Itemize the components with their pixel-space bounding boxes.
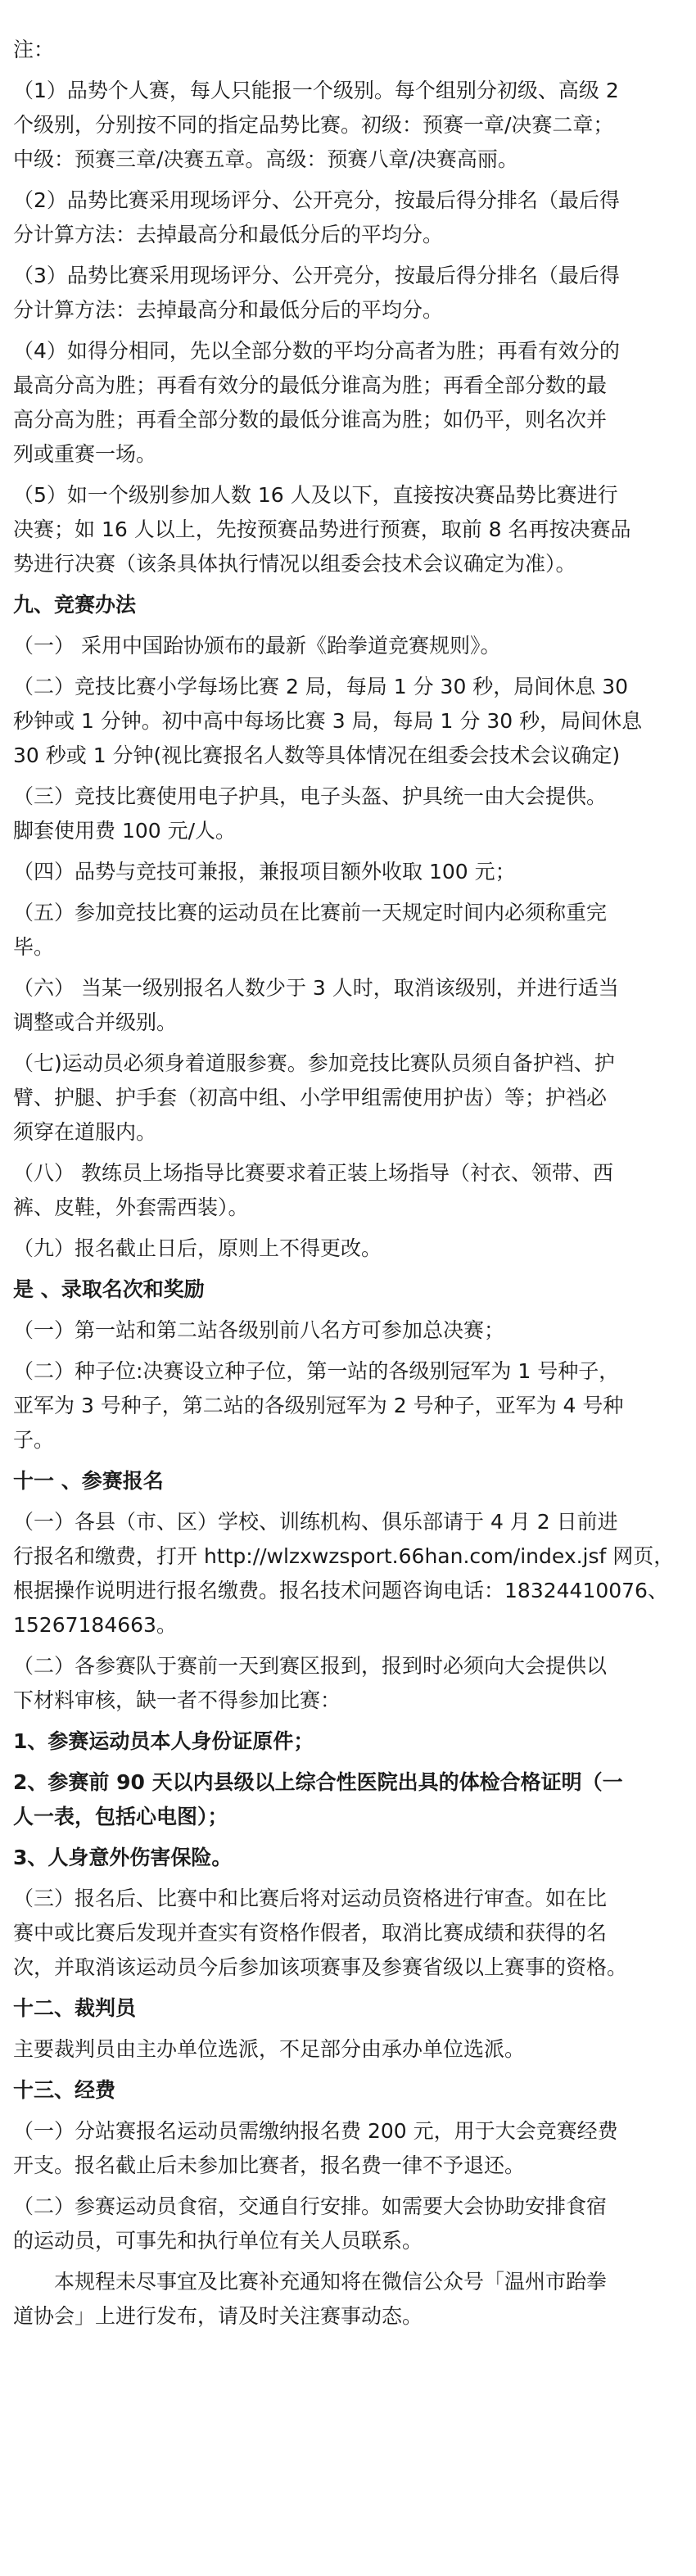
paragraph <box>13 780 681 848</box>
text-line: 下材料审核，缺一者不得参加比赛： <box>13 1688 341 1712</box>
paragraph <box>13 33 681 67</box>
text-line: 次，并取消该运动员今后参加该项赛事及参赛省级以上赛事的资格。 <box>13 1955 628 1979</box>
paragraph <box>13 2190 681 2258</box>
paragraph <box>13 2114 681 2183</box>
paragraph <box>13 1046 681 1150</box>
text-line: （2）品势比赛采用现场评分、公开亮分，按最后得分排名（最后得 <box>13 188 620 212</box>
text-line: 3、人身意外伤害保险。 <box>13 1846 233 1869</box>
section-heading <box>13 588 681 622</box>
text-line: 毕。 <box>13 935 55 959</box>
text-line: 1、参赛运动员本人身份证原件； <box>13 1729 314 1753</box>
text-line: 调整或合并级别。 <box>13 1010 178 1034</box>
text-line: 臂、护腿、护手套（初高中组、小学甲组需使用护齿）等；护裆必 <box>13 1086 608 1109</box>
text-line: 根据操作说明进行报名缴费。报名技术问题咨询电话：18324410076、 <box>13 1579 668 1602</box>
text-line: 的运动员，可事先和执行单位有关人员联系。 <box>13 2229 423 2253</box>
text-line: 30 秒或 1 分钟(视比赛报名人数等具体情况在组委会技术会议确定) <box>13 743 621 767</box>
paragraph <box>13 1505 681 1643</box>
text-line: （一） 采用中国跆协颁布的最新《跆拳道竞赛规则》。 <box>13 634 501 658</box>
text-line: 分计算方法：去掉最高分和最低分后的平均分。 <box>13 298 444 322</box>
bold-item <box>13 1841 681 1875</box>
text-line: （一）分站赛报名运动员需缴纳报名费 200 元，用于大会竞赛经费 <box>13 2119 618 2143</box>
paragraph <box>13 259 681 328</box>
text-line: （七)运动员必须身着道服参赛。参加竞技比赛队员须自备护裆、护 <box>13 1051 615 1075</box>
text-line: 高分高为胜；再看全部分数的最低分谁高为胜；如仍平，则名次并 <box>13 408 608 432</box>
text-line: 中级：预赛三章/决赛五章。高级：预赛八章/决赛高丽。 <box>13 147 518 171</box>
text-line: 开支。报名截止后未参加比赛者，报名费一律不予退还。 <box>13 2153 526 2177</box>
text-line: 道协会」上进行发布，请及时关注赛事动态。 <box>13 2304 423 2328</box>
paragraph <box>13 629 681 663</box>
text-line: 主要裁判员由主办单位选派，不足部分由承办单位选派。 <box>13 2037 526 2061</box>
text-line: （4）如得分相同，先以全部分数的平均分高者为胜；再看有效分的 <box>13 339 620 363</box>
text-line: 决赛；如 16 人以上，先按预赛品势进行预赛，取前 8 名再按决赛品 <box>13 517 631 541</box>
text-line: （3）品势比赛采用现场评分、公开亮分，按最后得分排名（最后得 <box>13 264 620 287</box>
text-line: 裤、皮鞋，外套需西装）。 <box>13 1195 249 1219</box>
text-line: 赛中或比赛后发现并查实有资格作假者，取消比赛成绩和获得的名 <box>13 1921 608 1945</box>
text-line: （三）竞技比赛使用电子护具，电子头盔、护具统一由大会提供。 <box>13 784 608 808</box>
text-line: （六） 当某一级别报名人数少于 3 人时，取消该级别，并进行适当 <box>13 976 619 1000</box>
text-line: 十三、经费 <box>13 2078 116 2102</box>
text-line: 脚套使用费 100 元/人。 <box>13 819 237 843</box>
paragraph <box>13 2032 681 2067</box>
text-line: 九、竞赛办法 <box>13 593 137 617</box>
paragraph <box>13 1232 681 1266</box>
text-line: 势进行决赛（该条具体执行情况以组委会技术会议确定为准）。 <box>13 552 576 576</box>
text-line: （二）参赛运动员食宿，交通自行安排。如需要大会协助安排食宿 <box>13 2194 608 2218</box>
paragraph <box>13 1156 681 1225</box>
text-line: （八） 教练员上场指导比赛要求着正装上场指导（衬衣、领带、西 <box>13 1161 613 1185</box>
text-line: （二）各参赛队于赛前一天到赛区报到，报到时必须向大会提供以 <box>13 1654 608 1678</box>
text-line: 行报名和缴费，打开 http://wlzxwzsport.66han.com/index.jsf 网页， <box>13 1544 675 1568</box>
text-line: 是 、录取名次和奖励 <box>13 1277 205 1301</box>
paragraph <box>13 1882 681 1985</box>
text-line: （九）报名截止日后，原则上不得更改。 <box>13 1236 382 1260</box>
text-line: 个级别，分别按不同的指定品势比赛。初级：预赛一章/决赛二章； <box>13 113 614 137</box>
section-heading <box>13 1991 681 2026</box>
text-line: （五）参加竞技比赛的运动员在比赛前一天规定时间内必须称重完 <box>13 901 608 924</box>
text-line: 亚军为 3 号种子，第二站的各级别冠军为 2 号种子，亚军为 4 号种 <box>13 1394 624 1417</box>
text-line: 15267184663。 <box>13 1613 177 1637</box>
paragraph <box>13 1354 681 1457</box>
text-line: 秒钟或 1 分钟。初中高中每场比赛 3 局，每局 1 分 30 秒，局间休息 <box>13 709 643 733</box>
section-heading <box>13 1464 681 1498</box>
text-line: （二）竞技比赛小学每场比赛 2 局，每局 1 分 30 秒，局间休息 30 <box>13 675 629 698</box>
paragraph <box>13 74 681 177</box>
paragraph <box>13 478 681 581</box>
paragraph <box>13 334 681 472</box>
text-line: 本规程未尽事宜及比赛补充通知将在微信公众号「温州市跆拳 <box>54 2270 608 2294</box>
text-line: （5）如一个级别参加人数 16 人及以下，直接按决赛品势比赛进行 <box>13 483 618 507</box>
paragraph <box>13 971 681 1040</box>
text-line: （四）品势与竞技可兼报，兼报项目额外收取 100 元； <box>13 860 516 884</box>
text-line: 人一表，包括心电图）； <box>13 1805 228 1828</box>
text-line: 最高分高为胜；再看有效分的最低分谁高为胜；再看全部分数的最 <box>13 373 608 397</box>
bold-item <box>13 1724 681 1759</box>
paragraph <box>13 1313 681 1348</box>
paragraph <box>13 855 681 889</box>
text-line: 列或重赛一场。 <box>13 442 157 466</box>
bold-item <box>13 1765 681 1834</box>
paragraph <box>13 183 681 252</box>
text-line: （一）第一站和第二站各级别前八名方可参加总决赛； <box>13 1318 505 1342</box>
text-line: （1）品势个人赛，每人只能报一个级别。每个组别分初级、高级 2 <box>13 79 619 102</box>
text-line: 十二、裁判员 <box>13 1996 137 2020</box>
text-line: 子。 <box>13 1428 55 1452</box>
section-heading <box>13 2073 681 2108</box>
paragraph <box>13 896 681 965</box>
text-line: 注： <box>13 38 55 61</box>
text-line: 2、参赛前 90 天以内县级以上综合性医院出具的体检合格证明（一 <box>13 1770 623 1794</box>
text-line: （一）各县（市、区）学校、训练机构、俱乐部请于 4 月 2 日前进 <box>13 1510 618 1534</box>
text-line: （三）报名后、比赛中和比赛后将对运动员资格进行审查。如在比 <box>13 1887 608 1910</box>
section-heading <box>13 1272 681 1307</box>
text-line: 须穿在道服内。 <box>13 1120 157 1144</box>
text-line: 十一 、参赛报名 <box>13 1469 164 1493</box>
closing-note <box>13 2265 681 2334</box>
paragraph <box>13 670 681 773</box>
paragraph <box>13 1649 681 1718</box>
text-line: （二）种子位:决赛设立种子位，第一站的各级别冠军为 1 号种子， <box>13 1359 620 1383</box>
text-line: 分计算方法：去掉最高分和最低分后的平均分。 <box>13 223 444 246</box>
